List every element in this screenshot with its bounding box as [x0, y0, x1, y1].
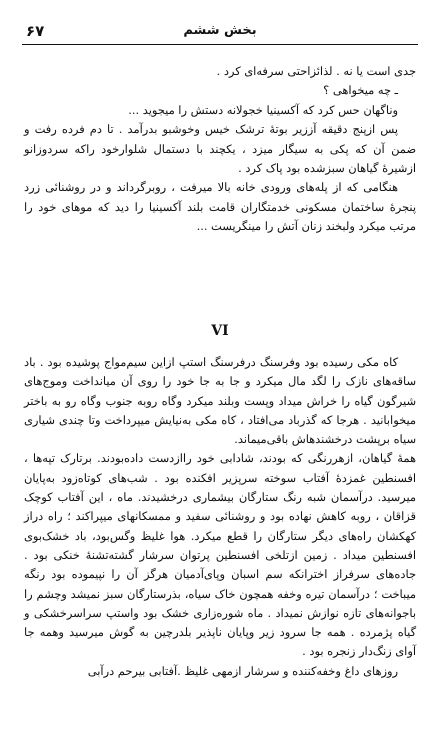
page-header: [22, 22, 418, 45]
paragraph: هنگامی که از پله‌های ورودی خانه بالا میرفت ، روبرگرداند و در روشنائی زرد پنجرهٔ ساختمان مسکونی خدمتگاران قامت بلند آکسینیا را دید که موهای خود را مرتب میکرد ولبخند زنان آتش را مینگریست ...: [24, 180, 416, 234]
paragraph: جدی است یا نه . لذائزاحتی سرفه‌ای کرد .: [216, 64, 416, 78]
paragraph: کاه مکی رسیده بود وفرسنگ درفرسنگ استپ ازاین سیم‌مواج پوشیده بود . باد ساقه‌های نازک را لگد مال میکرد و جا به جا خود را روی آن میانداخت وموج‌های شیرگون گیاه را خراش میداد وپست وبلند میکرد وگاه روبه جنوب وگاه رو به باختر میخوابانید . هرجا که گذرباد می‌افتاد ، کاه مکی به‌نیایش میپرداخت وتا چندی شیاری سیاه برپشت درخشندهاش باقی‌میماند.: [24, 355, 416, 447]
paragraph: وناگهان حس کرد که آکسینیا خجولانه دستش را میجوید ...: [128, 102, 398, 117]
page-number: ۶۷: [26, 22, 45, 40]
section-number: VI: [211, 323, 229, 339]
paragraph: پس ازپنج دقیقه آززیر بوتهٔ ترشک خیس وخوشبو بدرآمد . تا دم فرده رفت و ضمن آن که پکی به سیگار میزد ، یکچند با دستمال شلوارخود راکه سردوزانو ازشیرهٔ گیاهان سبزشده بود پاک کرد .: [24, 122, 416, 176]
section-two-text: [24, 353, 416, 681]
paragraph: روزهای داغ وخفه‌کننده و سرشار ازمهی غلیظ .آفتابی بیرحم درآبی: [87, 663, 398, 678]
chapter-title: بخش ششم: [183, 23, 257, 38]
paragraph: همهٔ گیاهان، ازهررنگی که بودند، شادابی خود راازدست داده‌بودند. برتارک تپه‌ها ، افسنطین غمزدهٔ آفتاب سوخته سرپزیر افکنده بود . شب‌های کوتاه‌زود به‌پایان میرسید. درآسمان شبه رنگ ستارگان بیشماری درخشیدند. ماه ، این آفتاب کوچک قزاقان ، روبه کاهش نهاده بود و روشنائی سفید و ممسکانهای میپراکند ؛ راه دراز کهکشان راه‌های دیگر ستارگان را قطع میکرد. هوا غلیظ وگس‌بود، باد خشک‌بوی افسنطین میداد . زمین ازتلخی افسنطین پرتوان سرشار گشته‌تشنهٔ خنکی بود . جاده‌های سرفراز اخترانکه سم اسبان وپای‌آدمیان هرگز آن را نپیموده بود رنگه میباخت ؛ درآسمان تیره وخفه همچون خاک سیاه، بذرستارگان سبز نمیشد وچشم را باجوانه‌های تازه نوازش نمیداد . ماه شوره‌زاری خشک بود واستپ سراسرخشکی و گیاه پژمرده . همه جا سرود زیر وپایان ناپذیر بلدرچین به گوش میرسید وهمه جا آوای زنگ‌دار زنجره بود .: [24, 451, 416, 659]
dialogue-line: ـ چه میخواهی ؟: [323, 83, 398, 98]
section-one-text: [24, 62, 416, 237]
